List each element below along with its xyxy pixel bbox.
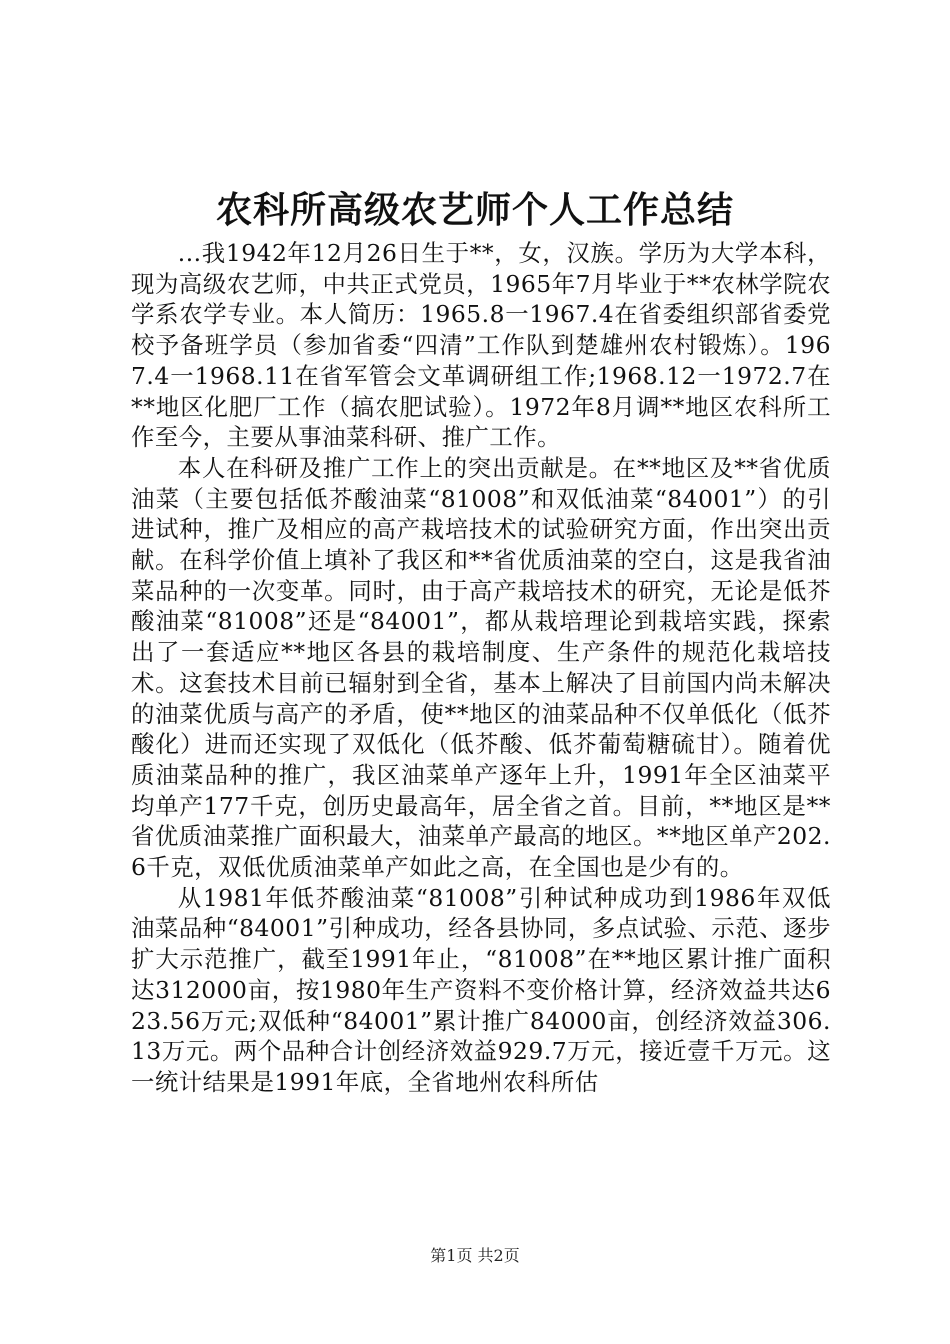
paragraph-biography: ...我1942年12月26日生于**，女，汉族。学历为大学本科，现为高级农艺师，中共正式党员，1965年7月毕业于**农林学院农学系农学专业。本人简历：1965.8一1967.4在省委组织部省委党校予备班学员（参加省委“四清”工作队到楚雄州农村锻炼）。1967.4一1968.11在省军管会文革调研组工作;1968.12一1972.7在**地区化肥厂工作（搞农肥试验）。1972年8月调**地区农科所工作至今，主要从事油菜科研、推广工作。 bbox=[131, 239, 832, 452]
page-number-footer: 第1页 共2页 bbox=[430, 1246, 520, 1265]
document-title: 农科所高级农艺师个人工作总结 bbox=[215, 189, 734, 231]
document-body bbox=[131, 238, 831, 1098]
paragraph-contributions: 本人在科研及推广工作上的突出贡献是。在**地区及**省优质油菜（主要包括低芥酸油菜“81008”和双低油菜“84001”）的引进试种，推广及相应的高产栽培技术的试验研究方面，作出突出贡献。在科学价值上填补了我区和**省优质油菜的空白，这是我省油菜品种的一次变革。同时，由于高产栽培技术的研究，无论是低芥酸油菜“81008”还是“84001”，都从栽培理论到栽培实践，探索出了一套适应**地区各县的栽培制度、生产条件的规范化栽培技术。这套技术目前已辐射到全省，基本上解决了目前国内尚未解决的油菜优质与高产的矛盾，使**地区的油菜品种不仅单低化（低芥酸化）进而还实现了双低化（低芥酸、低芥葡萄糖硫甘）。随着优质油菜品种的推广，我区油菜单产逐年上升，1991年全区油菜平均单产177千克，创历史最高年，居全省之首。目前，**地区是**省优质油菜推广面积最大，油菜单产最高的地区。**地区单产202.6千克，双低优质油菜单产如此之高，在全国也是少有的。 bbox=[131, 453, 831, 882]
paragraph-economic-results: 从1981年低芥酸油菜“81008”引种试种成功到1986年双低油菜品种“84001”引种成功，经各县协同，多点试验、示范、逐步扩大示范推广，截至1991年止，“81008”在**地区累计推广面积达312000亩，按1980年生产资料不变价格计算，经济效益共达623.56万元;双低种“84001”累计推广84000亩，创经济效益306.13万元。两个品种合计创经济效益929.7万元，接近壹千万元。这一统计结果是1991年底，全省地州农科所估 bbox=[131, 883, 831, 1096]
